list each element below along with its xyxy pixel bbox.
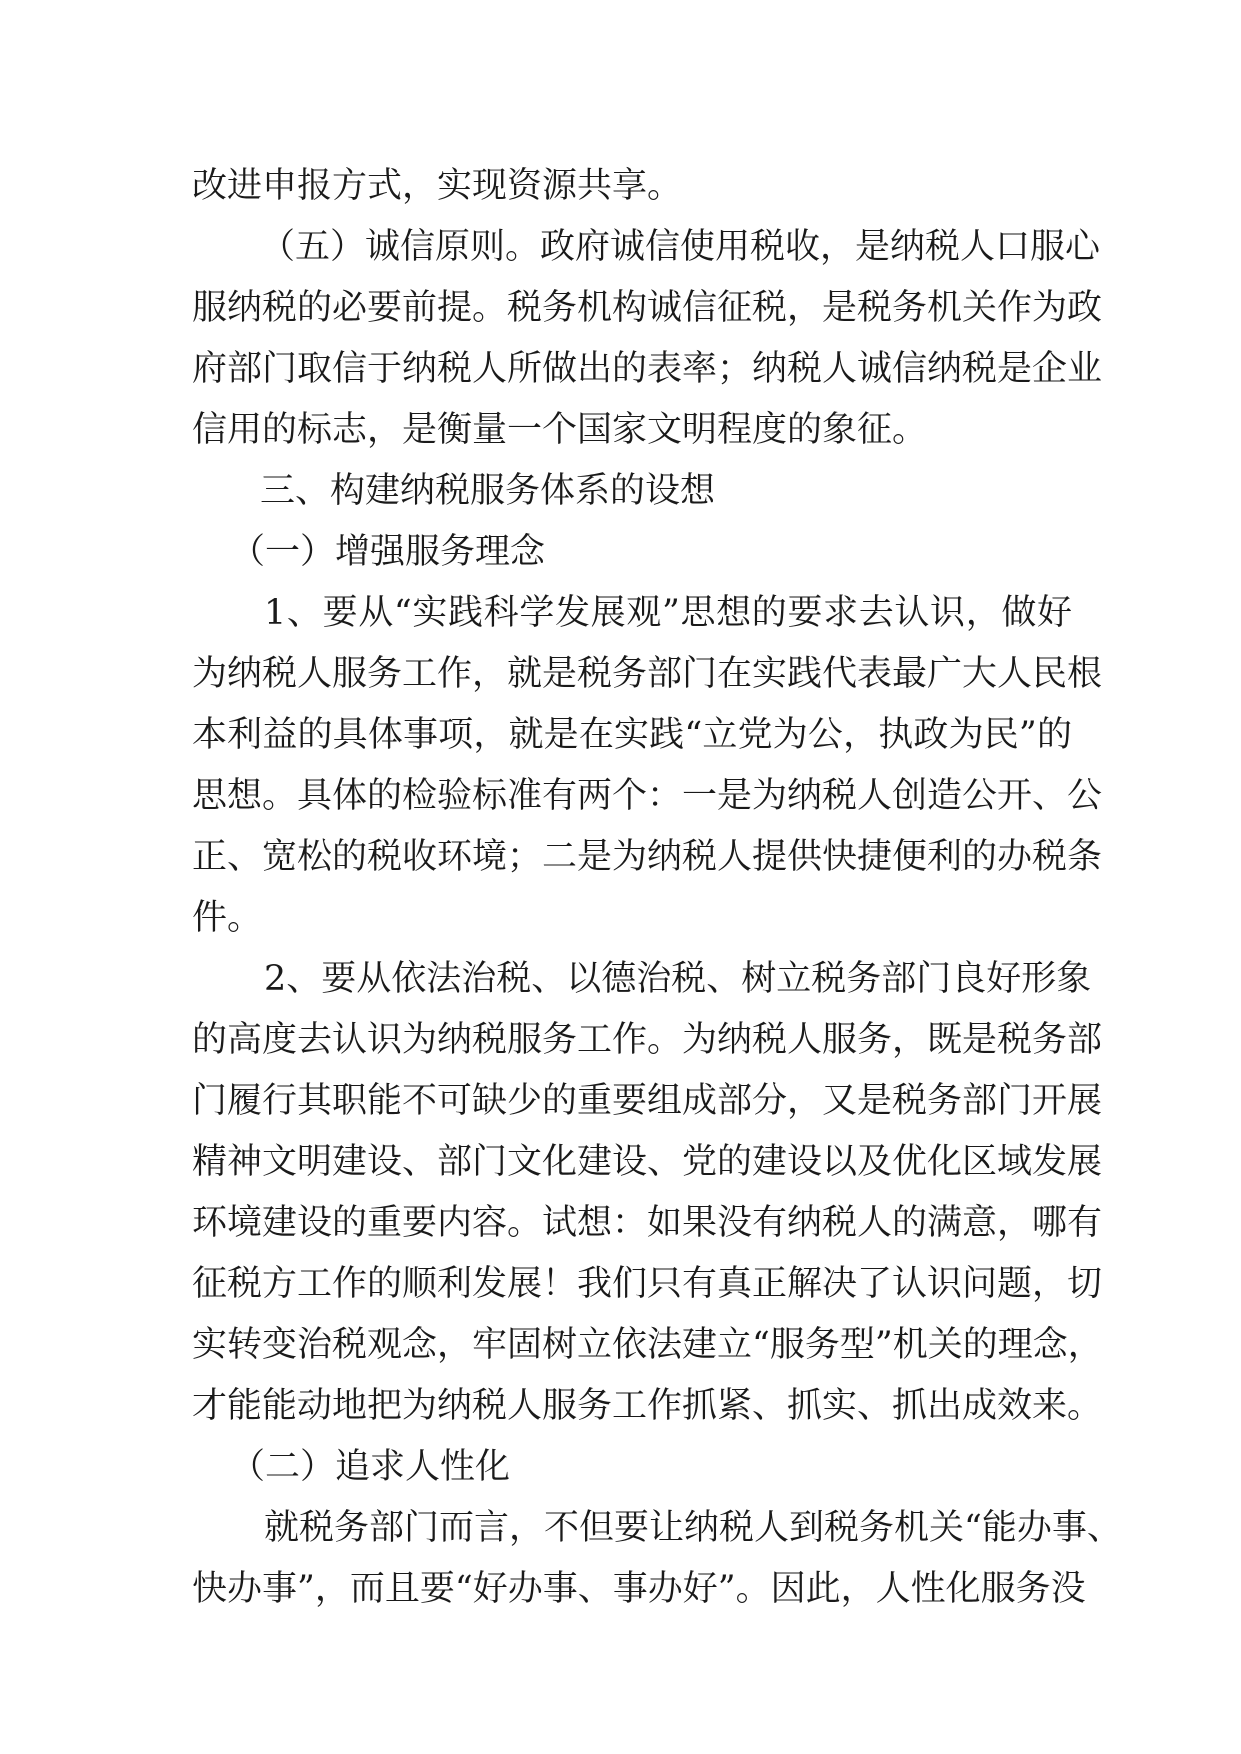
- paragraph-line: 为纳税人服务工作，就是税务部门在实践代表最广大人民根: [192, 654, 1103, 694]
- paragraph-line: 1、要从“实践科学发展观”思想的要求去认识，做好: [264, 593, 1072, 633]
- paragraph-line: 府部门取信于纳税人所做出的表率；纳税人诚信纳税是企业: [192, 349, 1103, 389]
- paragraph-line: 的高度去认识为纳税服务工作。为纳税人服务，既是税务部: [192, 1020, 1103, 1060]
- paragraph-line: 实转变治税观念，牢固树立依法建立“服务型”机关的理念，: [192, 1325, 1103, 1365]
- paragraph-line: 件。: [192, 898, 263, 938]
- paragraph-line: 正、宽松的税收环境；二是为纳税人提供快捷便利的办税条: [192, 837, 1103, 877]
- subsection-heading-two: （二）追求人性化: [230, 1447, 511, 1487]
- paragraph-line: 就税务部门而言，不但要让纳税人到税务机关“能办事、: [264, 1508, 1122, 1548]
- paragraph-line: 本利益的具体事项，就是在实践“立党为公，执政为民”的: [192, 715, 1072, 755]
- paragraph-line: 精神文明建设、部门文化建设、党的建设以及优化区域发展: [192, 1142, 1103, 1182]
- paragraph-line: 环境建设的重要内容。试想：如果没有纳税人的满意，哪有: [192, 1203, 1103, 1243]
- paragraph-line: 思想。具体的检验标准有两个：一是为纳税人创造公开、公: [192, 776, 1103, 816]
- document-body: [192, 156, 1122, 1620]
- paragraph-line: 信用的标志，是衡量一个国家文明程度的象征。: [192, 410, 928, 450]
- section-heading-honesty-principle: （五）诚信原则。政府诚信使用税收，是纳税人口服心: [260, 227, 1101, 267]
- section-heading-three: 三、构建纳税服务体系的设想: [260, 471, 716, 511]
- paragraph-line: 2、要从依法治税、以德治税、树立税务部门良好形象: [264, 959, 1092, 999]
- paragraph-line: 服纳税的必要前提。税务机构诚信征税，是税务机关作为政: [192, 288, 1103, 328]
- paragraph-line: 快办事”，而且要“好办事、事办好”。因此，人性化服务没: [192, 1569, 1086, 1609]
- paragraph-line: 改进申报方式，实现资源共享。: [192, 166, 683, 206]
- paragraph-line: 门履行其职能不可缺少的重要组成部分，又是税务部门开展: [192, 1081, 1103, 1121]
- subsection-heading-one: （一）增强服务理念: [230, 532, 546, 572]
- paragraph-line: 才能能动地把为纳税人服务工作抓紧、抓实、抓出成效来。: [192, 1386, 1103, 1426]
- paragraph-line: 征税方工作的顺利发展！我们只有真正解决了认识问题，切: [192, 1264, 1103, 1304]
